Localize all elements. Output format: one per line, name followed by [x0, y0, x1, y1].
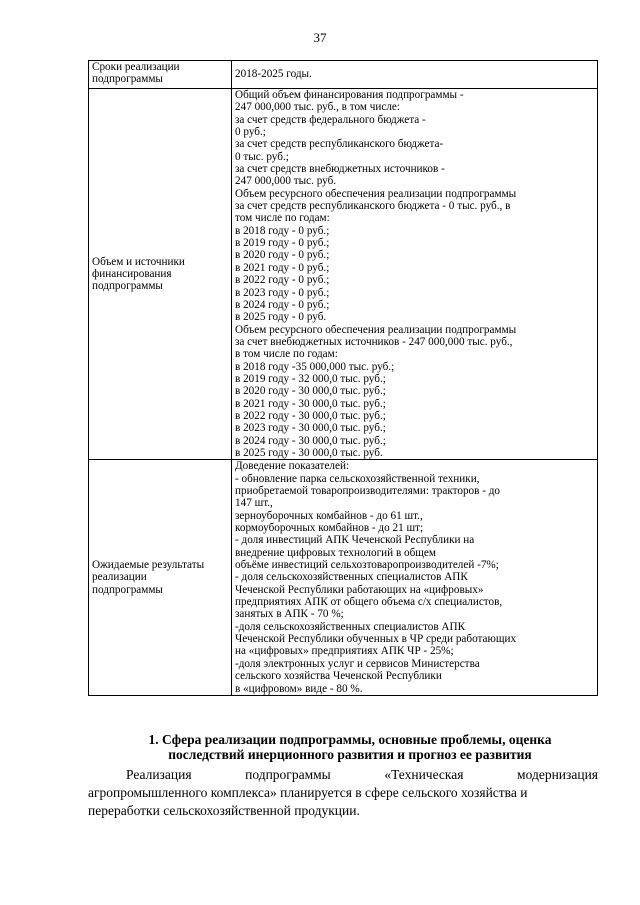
results-line: сельского хозяйства Чеченской Республики	[235, 670, 442, 683]
results-line: Доведение показателей:	[235, 460, 350, 473]
results-line: Чеченской Республики обученных в ЧР среди работающих	[235, 633, 517, 646]
results-line: приобретаемой товаропроизводителями: тракторов - до	[235, 485, 501, 497]
results-line: Чеченской Республики работающих на «цифровых»	[235, 583, 484, 596]
financing-line: 0 тыс. руб.;	[235, 150, 289, 163]
financing-line: в 2018 году - 0 руб.;	[235, 224, 330, 237]
results-line: - доля сельскохозяйственных специалистов АПК	[235, 571, 468, 584]
results-label-line: Ожидаемые результаты	[92, 559, 205, 572]
section-title	[120, 732, 580, 762]
financing-line: 247 000,000 тыс. руб., в том числе:	[235, 101, 400, 114]
financing-line: за счет средств федерального бюджета -	[235, 113, 426, 126]
financing-line: в 2023 году - 0 руб.;	[235, 286, 330, 299]
table-row-period	[89, 61, 598, 89]
financing-label-line: подпрограммы	[92, 280, 163, 293]
financing-label-line: финансирования	[92, 267, 172, 280]
results-line: - обновление парка сельскохозяйственной техники,	[235, 472, 480, 485]
results-line: кормоуборочных комбайнов - до 21 шт;	[235, 522, 424, 535]
results-line: - доля инвестиций АПК Чеченской Республики на	[235, 534, 475, 547]
financing-line: Объем ресурсного обеспечения реализации подпрограммы	[235, 323, 517, 336]
financing-line: в том числе по годам:	[235, 348, 338, 361]
financing-line: Объем ресурсного обеспечения реализации подпрограммы	[235, 187, 517, 200]
financing-line: в 2020 году - 30 000,0 тыс. руб.;	[235, 385, 386, 398]
results-line: в «цифровом» виде - 80 %.	[235, 682, 363, 695]
period-value: 2018-2025 годы.	[235, 68, 312, 81]
financing-line: за счет средств республиканского бюджета-	[235, 138, 444, 151]
page-number: 37	[313, 30, 327, 45]
financing-line: в 2020 году - 0 руб.;	[235, 249, 330, 262]
financing-line: в 2024 году - 30 000,0 тыс. руб.;	[235, 434, 386, 447]
period-label-cell	[89, 61, 232, 89]
period-value-cell	[232, 61, 598, 89]
paragraph-line: агропромышленного комплекса» планируется в сфере сельского хозяйства и	[88, 785, 528, 800]
results-line: 147 шт.,	[235, 497, 273, 510]
period-label-line: Сроки реализации	[92, 61, 180, 73]
financing-line: в 2021 году - 30 000,0 тыс. руб.;	[235, 397, 386, 410]
financing-line: в 2023 году - 30 000,0 тыс. руб.;	[235, 422, 386, 435]
financing-label-line: Объем и источники	[92, 255, 185, 268]
body-paragraph	[88, 766, 598, 820]
results-value-cell	[232, 460, 598, 696]
financing-line: 0 руб.;	[235, 126, 266, 139]
financing-line: 247 000,000 тыс. руб.	[235, 175, 337, 188]
financing-line: за счет средств республиканского бюджета - 0 тыс. руб., в	[235, 200, 511, 213]
financing-line: в 2025 году - 30 000,0 тыс. руб.	[235, 446, 383, 459]
subprogram-passport-table	[88, 60, 598, 696]
results-line: предприятиях АПК от общего объема с/х специалистов,	[235, 596, 503, 609]
financing-line: в 2024 году - 0 руб.;	[235, 298, 330, 311]
results-label-line: подпрограммы	[92, 583, 163, 596]
financing-value-cell	[232, 89, 598, 460]
results-line: на «цифровых» предприятиях АПК ЧР - 25%;	[235, 645, 454, 658]
period-label-line: подпрограммы	[92, 73, 163, 86]
financing-line: за счет внебюджетных источников - 247 000,000 тыс. руб.,	[235, 335, 513, 348]
results-line: объёме инвестиций сельхозтоваропроизводителей -7%;	[235, 559, 499, 572]
financing-line: в 2019 году - 0 руб.;	[235, 237, 330, 250]
results-label-line: реализации	[92, 571, 147, 584]
paragraph-line: переработки сельскохозяйственной продукции.	[88, 803, 360, 818]
section-title-line: 1. Сфера реализации подпрограммы, основные проблемы, оценка	[148, 732, 552, 747]
results-line: занятых в АПК - 70 %;	[235, 608, 344, 621]
financing-label-cell	[89, 89, 232, 460]
financing-line: том числе по годам:	[235, 212, 330, 225]
results-label-cell	[89, 460, 232, 696]
financing-line: Общий объем финансирования подпрограммы -	[235, 89, 464, 101]
section-title-line: последствий инерционного развития и прогноз ее развития	[168, 747, 532, 762]
table-row-results	[89, 460, 598, 696]
financing-line: в 2022 году - 30 000,0 тыс. руб.;	[235, 409, 386, 422]
results-line: -доля электронных услуг и сервисов Министерства	[235, 657, 480, 670]
financing-line: в 2025 году - 0 руб.	[235, 311, 327, 324]
paragraph-first-line: Реализация подпрограммы «Техническая модернизация	[126, 767, 598, 782]
financing-line: в 2022 году - 0 руб.;	[235, 274, 330, 287]
results-line: зерноуборочных комбайнов - до 61 шт.,	[235, 509, 423, 522]
financing-line: в 2018 году -35 000,000 тыс. руб.;	[235, 360, 395, 373]
financing-line: в 2019 году - 32 000,0 тыс. руб.;	[235, 372, 386, 385]
financing-line: за счет средств внебюджетных источников -	[235, 163, 445, 176]
table-row-financing	[89, 89, 598, 460]
financing-line: в 2021 году - 0 руб.;	[235, 261, 330, 274]
results-line: -доля сельскохозяйственных специалистов АПК	[235, 620, 466, 633]
results-line: внедрение цифровых технологий в общем	[235, 546, 436, 559]
